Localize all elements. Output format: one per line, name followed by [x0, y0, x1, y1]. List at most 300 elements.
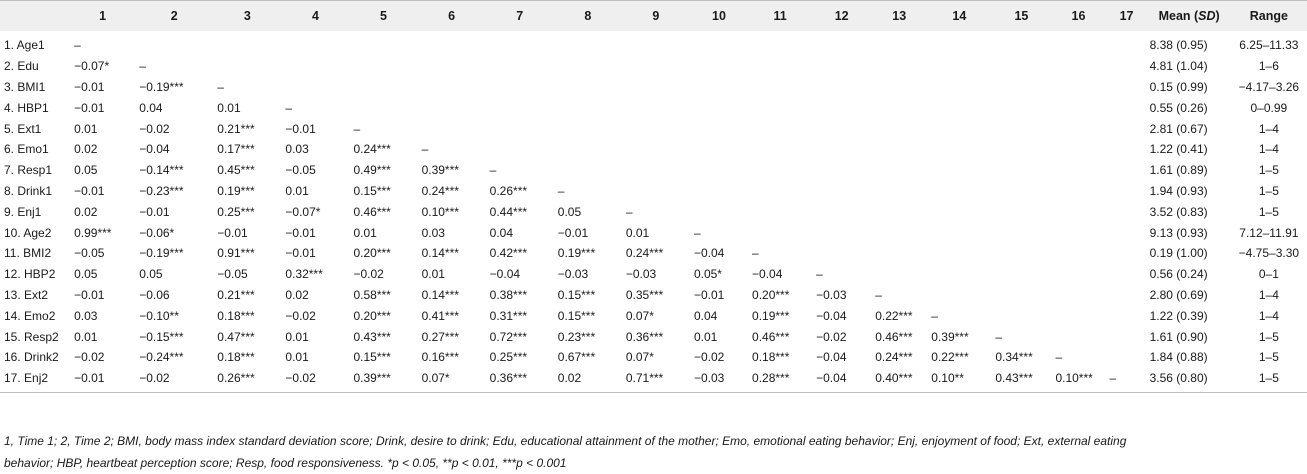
correlation-cell [1051, 305, 1105, 326]
correlation-cell [690, 97, 748, 118]
correlation-cell [690, 201, 748, 222]
correlation-cell: 0.22*** [875, 308, 913, 323]
correlation-cell: 0.01 [421, 267, 445, 282]
table-row [0, 264, 1307, 285]
correlation-cell [991, 77, 1051, 98]
header-col-5: 5 [349, 1, 417, 32]
row-label: 4. HBP1 [4, 100, 49, 115]
correlation-cell [554, 77, 622, 98]
table-row [0, 139, 1307, 160]
correlation-cell [871, 181, 927, 202]
correlation-cell [1051, 77, 1105, 98]
table-row [0, 77, 1307, 98]
correlation-cell: 0.15*** [557, 308, 596, 323]
correlation-cell [418, 31, 486, 56]
correlation-cell: −0.01 [557, 225, 589, 240]
table-row [0, 56, 1307, 77]
correlation-cell: – [752, 246, 759, 261]
correlation-cell: 0.01 [285, 329, 309, 344]
correlation-cell: −0.19*** [139, 79, 184, 94]
correlation-cell [213, 31, 281, 56]
correlation-cell: −0.02 [353, 267, 384, 282]
correlation-cell [748, 222, 812, 243]
correlation-cell [418, 56, 486, 77]
correlation-cell [927, 222, 991, 243]
correlation-cell [991, 222, 1051, 243]
correlation-cell: – [489, 163, 497, 178]
correlation-cell [748, 118, 812, 139]
correlation-cell: 0.07* [418, 368, 486, 392]
correlation-cell [812, 201, 871, 222]
correlation-cell: 0.14*** [421, 246, 459, 261]
correlation-cell: 0.36*** [625, 329, 664, 344]
correlation-cell: 0.99*** [74, 225, 112, 240]
table-footnote [4, 430, 1304, 474]
correlation-cell: 0.10*** [421, 204, 459, 219]
correlation-cell [991, 181, 1051, 202]
correlation-cell: −0.03 [625, 267, 657, 282]
correlation-cell [871, 139, 927, 160]
correlation-cell [281, 56, 349, 77]
header-col-6: 6 [418, 1, 486, 32]
correlation-cell: 0.04 [693, 308, 718, 323]
correlation-cell: 0.02 [554, 368, 622, 392]
correlation-cell [1106, 97, 1148, 118]
correlation-cell: 0.22*** [931, 350, 969, 365]
correlation-cell: 0.15*** [353, 350, 391, 365]
correlation-cell [927, 77, 991, 98]
row-label: 12. HBP2 [4, 267, 56, 282]
correlation-cell [1051, 201, 1105, 222]
correlation-cell: 0.42*** [489, 246, 528, 261]
correlation-cell [748, 160, 812, 181]
correlation-cell: 0.46*** [752, 329, 790, 344]
correlation-cell: 0.18*** [752, 350, 790, 365]
correlation-cell [486, 56, 554, 77]
correlation-cell: 0.23*** [557, 329, 596, 344]
range-cell: 0–1 [1258, 267, 1279, 282]
mean-sd-cell: 1.94 (0.93) [1149, 183, 1208, 198]
correlation-cell: −0.04 [489, 267, 521, 282]
correlation-cell: −0.01 [139, 204, 170, 219]
correlation-cell: −0.01 [285, 225, 316, 240]
correlation-cell [927, 264, 991, 285]
correlation-cell: −0.05 [74, 246, 105, 261]
correlation-cell [991, 118, 1051, 139]
header-col-12: 12 [812, 1, 871, 32]
correlation-cell: 0.32*** [285, 267, 323, 282]
mean-sd-cell: 0.15 (0.99) [1149, 79, 1208, 94]
correlation-cell: −0.02 [693, 350, 725, 365]
correlation-cell: 0.01 [285, 350, 309, 365]
correlation-cell: −0.04 [816, 308, 847, 323]
correlation-cell [1051, 243, 1105, 264]
correlation-cell: 0.67*** [557, 350, 596, 365]
correlation-cell: −0.02 [135, 368, 213, 392]
header-col-11: 11 [748, 1, 812, 32]
correlation-cell: 0.05* [693, 267, 722, 282]
correlation-cell [927, 201, 991, 222]
correlation-cell: 0.39*** [349, 368, 417, 392]
row-label: 14. Emo2 [4, 308, 56, 323]
correlation-cell [690, 160, 748, 181]
range-cell: 1–5 [1258, 163, 1279, 178]
correlation-cell: −0.03 [816, 287, 847, 302]
correlation-cell: 0.05 [74, 163, 98, 178]
correlation-cell [991, 305, 1051, 326]
header-col-8: 8 [554, 1, 622, 32]
mean-sd-cell: 1.84 (0.88) [1149, 350, 1208, 365]
row-label: 16. Drink2 [4, 350, 59, 365]
mean-sd-cell: 3.56 (0.80) [1148, 368, 1231, 392]
correlation-cell [1106, 326, 1148, 347]
correlation-cell [418, 77, 486, 98]
correlation-cell: 0.45*** [217, 163, 255, 178]
correlation-cell [486, 77, 554, 98]
correlation-cell: 0.31*** [489, 308, 528, 323]
correlation-cell [1051, 139, 1105, 160]
correlation-cell: 0.02 [74, 204, 98, 219]
correlation-cell: – [557, 183, 565, 198]
correlation-cell [812, 181, 871, 202]
correlation-cell: 0.01 [217, 100, 241, 115]
correlation-cell: 0.03 [285, 142, 309, 157]
correlation-cell [622, 118, 690, 139]
table-row [0, 160, 1307, 181]
correlation-cell [871, 97, 927, 118]
correlation-cell [622, 77, 690, 98]
range-cell: 1–4 [1258, 142, 1279, 157]
correlation-cell: −0.04 [693, 246, 725, 261]
correlation-cell: −0.04 [812, 368, 871, 392]
correlation-cell [622, 31, 690, 56]
correlation-cell: 0.02 [285, 287, 309, 302]
footnote-line-2: behavior; HBP, heartbeat perception score; Resp, food responsiveness. *p < 0.05, **p < 0.01, ***p < 0.001 [4, 456, 567, 470]
correlation-cell [991, 160, 1051, 181]
correlation-cell: −0.03 [557, 267, 589, 282]
mean-sd-cell: 1.22 (0.41) [1149, 142, 1208, 157]
table-row [0, 222, 1307, 243]
correlation-cell: −0.04 [816, 350, 847, 365]
correlation-cell: 0.58*** [353, 287, 391, 302]
correlation-cell: 0.10*** [1051, 368, 1105, 392]
correlation-cell [1106, 305, 1148, 326]
correlation-cell: 0.46*** [875, 329, 913, 344]
range-cell: 1–5 [1258, 204, 1279, 219]
correlation-cell: 0.28*** [748, 368, 812, 392]
correlation-cell [135, 31, 213, 56]
correlation-cell: – [421, 142, 429, 157]
mean-sd-cell: 1.61 (0.89) [1149, 163, 1208, 178]
correlation-cell: 0.43*** [991, 368, 1051, 392]
correlation-cell [1051, 326, 1105, 347]
correlation-cell [812, 31, 871, 56]
correlation-cell [871, 77, 927, 98]
correlation-cell [871, 264, 927, 285]
correlation-cell: 0.10** [927, 368, 991, 392]
correlation-cell [554, 160, 622, 181]
correlation-cell [213, 56, 281, 77]
range-cell: 1–5 [1258, 183, 1279, 198]
correlation-cell: −0.05 [217, 267, 248, 282]
table-row [0, 118, 1307, 139]
correlation-cell: −0.07* [285, 204, 321, 219]
correlation-cell [871, 243, 927, 264]
correlation-cell [991, 56, 1051, 77]
correlation-cell: 0.34*** [995, 350, 1033, 365]
correlation-cell [1051, 181, 1105, 202]
range-cell: 1–4 [1258, 308, 1279, 323]
header-col-2: 2 [135, 1, 213, 32]
correlation-cell: – [74, 38, 81, 53]
correlation-cell: 0.38*** [489, 287, 528, 302]
correlation-cell [1106, 285, 1148, 306]
correlation-cell [748, 181, 812, 202]
range-cell: 1–5 [1231, 368, 1307, 392]
correlation-cell: 0.03 [74, 308, 98, 323]
range-cell: 1–4 [1258, 121, 1279, 136]
correlation-cell [349, 31, 417, 56]
table-header-row [0, 1, 1307, 32]
correlation-cell: 0.39*** [421, 163, 459, 178]
row-label: 7. Resp1 [4, 163, 53, 178]
correlation-cell: −0.02 [816, 329, 847, 344]
correlation-cell [991, 97, 1051, 118]
correlation-cell [748, 97, 812, 118]
correlation-cell: – [139, 59, 146, 74]
correlation-cell [1106, 139, 1148, 160]
correlation-cell [927, 139, 991, 160]
mean-sd-cell: 0.19 (1.00) [1149, 246, 1208, 261]
correlation-cell [1051, 31, 1105, 56]
correlation-cell: −0.06* [139, 225, 175, 240]
mean-sd-cell: 0.55 (0.26) [1149, 100, 1208, 115]
correlation-cell [812, 97, 871, 118]
correlation-cell: 0.24*** [875, 350, 913, 365]
correlation-cell [1051, 118, 1105, 139]
range-cell: 0–0.99 [1250, 100, 1288, 115]
range-cell: 6.25–11.33 [1239, 38, 1299, 53]
correlation-cell: 0.07* [625, 350, 654, 365]
range-cell: −4.75–3.30 [1238, 246, 1300, 261]
correlation-cell: 0.46*** [353, 204, 391, 219]
correlation-cell: 0.24*** [353, 142, 391, 157]
correlation-cell: 0.25*** [217, 204, 255, 219]
correlation-cell: −0.01 [74, 100, 105, 115]
correlation-cell: −0.04 [139, 142, 170, 157]
correlation-cell [690, 181, 748, 202]
correlation-cell: – [217, 79, 224, 94]
table-row [0, 181, 1307, 202]
mean-sd-cell: 2.81 (0.67) [1149, 121, 1208, 136]
correlation-cell: −0.01 [693, 287, 725, 302]
correlation-cell [554, 97, 622, 118]
table-row [0, 285, 1307, 306]
correlation-cell [748, 77, 812, 98]
correlation-cell: −0.05 [285, 163, 316, 178]
range-cell: 1–5 [1258, 350, 1279, 365]
correlation-cell [1106, 160, 1148, 181]
table-body [0, 31, 1307, 392]
correlation-cell: −0.01 [74, 183, 105, 198]
correlation-cell [812, 56, 871, 77]
footnote-line-1: 1, Time 1; 2, Time 2; BMI, body mass index standard deviation score; Drink, desire to drink; Edu, educational attainment of the mother; Emo, emotional eating behavior; Enj, enjoyment of food; Ext, external eating [4, 434, 1127, 448]
correlation-cell: 0.01 [693, 329, 718, 344]
correlation-cell [1106, 347, 1148, 368]
correlation-cell [486, 118, 554, 139]
correlation-cell [812, 243, 871, 264]
correlation-cell [991, 243, 1051, 264]
row-label: 5. Ext1 [4, 121, 42, 136]
correlation-cell: 0.21*** [217, 121, 255, 136]
correlation-cell [927, 56, 991, 77]
correlation-cell: 0.47*** [217, 329, 255, 344]
correlation-cell [1106, 118, 1148, 139]
correlation-cell [1051, 56, 1105, 77]
correlation-cell [871, 31, 927, 56]
correlation-cell [281, 31, 349, 56]
correlation-cell [486, 97, 554, 118]
correlation-cell [812, 118, 871, 139]
correlation-cell: 0.20*** [353, 246, 391, 261]
correlation-cell [622, 56, 690, 77]
correlation-cell [349, 77, 417, 98]
header-col-9: 9 [622, 1, 690, 32]
correlation-cell: 0.19*** [752, 308, 790, 323]
range-cell: 1–4 [1258, 287, 1279, 302]
header-col-1: 1 [70, 1, 135, 32]
header-variable [0, 1, 70, 32]
correlation-cell: 0.05 [557, 204, 582, 219]
correlation-cell: 0.05 [74, 267, 98, 282]
correlation-cell [690, 56, 748, 77]
correlation-cell: – [995, 329, 1003, 344]
correlation-cell [927, 160, 991, 181]
correlation-cell [748, 201, 812, 222]
mean-sd-cell: 4.81 (1.04) [1149, 59, 1208, 74]
correlation-cell [1051, 160, 1105, 181]
mean-sd-cell: 0.56 (0.24) [1149, 267, 1208, 282]
correlation-cell: −0.07* [74, 59, 110, 74]
correlation-cell [1106, 222, 1148, 243]
correlation-cell: 0.21*** [217, 287, 255, 302]
correlation-cell: 0.26*** [213, 368, 281, 392]
correlation-cell [690, 118, 748, 139]
range-cell: 1–5 [1258, 329, 1279, 344]
table-row [0, 31, 1307, 56]
table-row [0, 97, 1307, 118]
table-row [0, 368, 1307, 392]
header-col-14: 14 [927, 1, 991, 32]
table-row [0, 243, 1307, 264]
correlation-cell [418, 118, 486, 139]
correlation-cell: −0.19*** [139, 246, 184, 261]
correlation-cell [1106, 31, 1148, 56]
correlation-cell: −0.10** [139, 308, 179, 323]
correlation-cell [812, 222, 871, 243]
correlation-cell [281, 77, 349, 98]
correlation-cell: 0.01 [625, 225, 650, 240]
correlation-cell [418, 97, 486, 118]
correlation-cell [622, 97, 690, 118]
correlation-cell [991, 201, 1051, 222]
mean-sd-cell: 2.80 (0.69) [1149, 287, 1208, 302]
correlation-cell [622, 181, 690, 202]
mean-sd-cell: 3.52 (0.83) [1149, 204, 1208, 219]
header-mean-sd: Mean (SD) [1148, 1, 1231, 32]
correlation-cell: 0.40*** [871, 368, 927, 392]
table-row [0, 305, 1307, 326]
correlation-cell: – [816, 267, 823, 282]
correlation-cell [622, 139, 690, 160]
correlation-cell [871, 201, 927, 222]
correlation-cell: 0.49*** [353, 163, 391, 178]
correlation-cell: 0.36*** [486, 368, 554, 392]
correlation-cell [690, 139, 748, 160]
correlation-cell: 0.01 [74, 121, 98, 136]
correlation-cell: 0.17*** [217, 142, 255, 157]
header-col-4: 4 [281, 1, 349, 32]
correlation-cell [486, 31, 554, 56]
correlation-cell: −0.15*** [139, 329, 184, 344]
correlation-cell: −0.24*** [139, 350, 184, 365]
correlation-cell [349, 97, 417, 118]
correlation-cell [748, 56, 812, 77]
correlation-cell [871, 56, 927, 77]
correlation-cell [812, 77, 871, 98]
correlation-cell [871, 118, 927, 139]
row-label: 17. Enj2 [0, 368, 70, 392]
correlation-cell [991, 139, 1051, 160]
correlation-cell [1051, 285, 1105, 306]
range-cell: 7.12–11.91 [1239, 225, 1299, 240]
correlation-cell: 0.91*** [217, 246, 255, 261]
correlation-cell [1106, 181, 1148, 202]
correlation-cell: −0.02 [139, 121, 170, 136]
correlation-cell [349, 56, 417, 77]
correlation-cell [1106, 77, 1148, 98]
row-label: 13. Ext2 [4, 287, 49, 302]
row-label: 10. Age2 [4, 225, 52, 240]
correlation-cell [991, 285, 1051, 306]
correlation-cell: −0.02 [281, 368, 349, 392]
correlation-cell: −0.01 [285, 246, 316, 261]
header-col-13: 13 [871, 1, 927, 32]
correlation-cell: 0.72*** [489, 329, 528, 344]
correlation-cell: 0.71*** [622, 368, 690, 392]
row-label: 6. Emo1 [4, 142, 49, 157]
correlation-cell: 0.27*** [421, 329, 459, 344]
correlation-cell [554, 118, 622, 139]
row-label: 1. Age1 [4, 38, 45, 53]
table-row [0, 347, 1307, 368]
correlation-cell: – [1055, 350, 1063, 365]
correlation-cell: −0.01 [74, 287, 105, 302]
correlation-cell [991, 31, 1051, 56]
correlation-cell: 0.44*** [489, 204, 528, 219]
correlation-cell: – [285, 100, 293, 115]
header-col-10: 10 [690, 1, 748, 32]
correlation-cell: 0.01 [285, 183, 309, 198]
correlation-cell: 0.39*** [931, 329, 969, 344]
header-col-7: 7 [486, 1, 554, 32]
correlation-cell: −0.04 [752, 267, 783, 282]
correlation-cell: −0.14*** [139, 163, 184, 178]
correlation-cell: 0.43*** [353, 329, 391, 344]
correlation-cell [812, 139, 871, 160]
correlation-cell: – [625, 204, 633, 219]
correlation-cell: −0.01 [70, 368, 135, 392]
